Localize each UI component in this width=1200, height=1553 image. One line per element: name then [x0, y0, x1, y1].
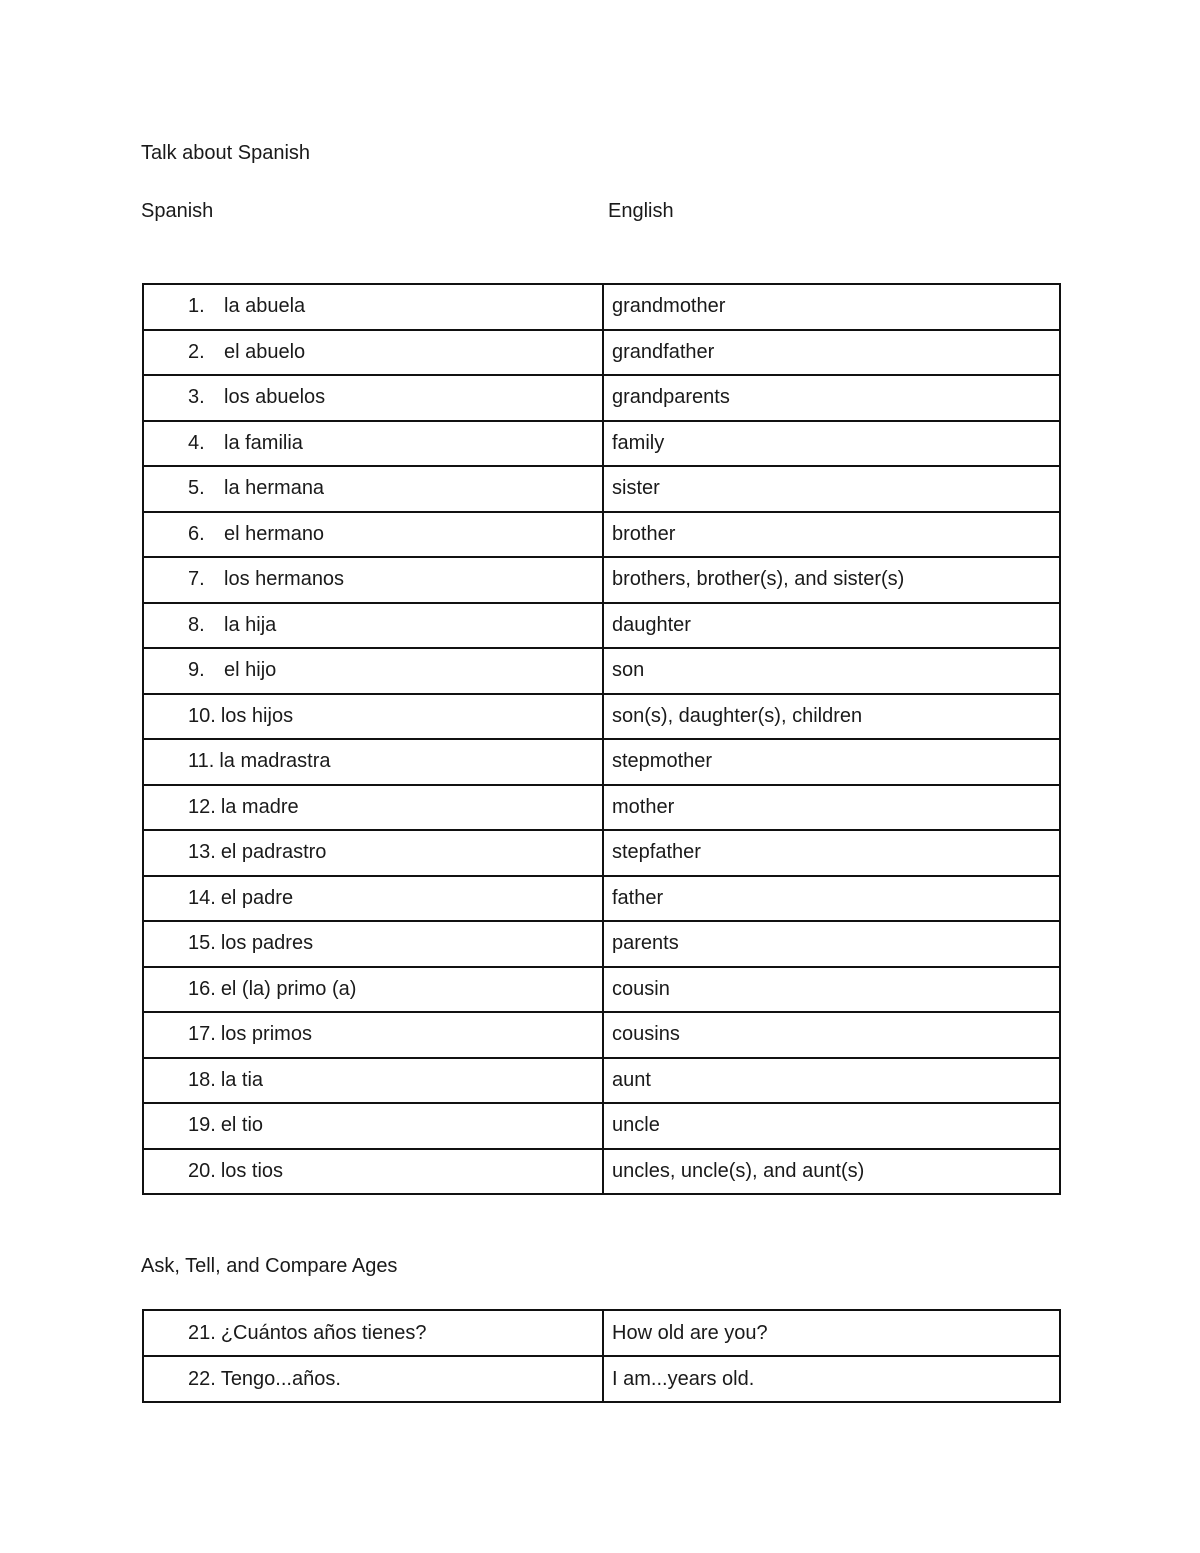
spanish-term: el tio: [220, 1114, 264, 1137]
item-number: 14.: [188, 886, 216, 909]
spanish-cell: [143, 421, 603, 467]
table-row: [143, 421, 1060, 467]
table-row: [143, 694, 1060, 740]
spanish-cell: [143, 557, 603, 603]
spanish-cell: [143, 512, 603, 558]
english-cell: [603, 739, 1060, 785]
english-cell: [603, 876, 1060, 922]
item-number: 8.: [188, 613, 205, 636]
spanish-cell: [143, 785, 603, 831]
spanish-cell: [143, 603, 603, 649]
english-term: grandfather: [612, 340, 715, 363]
table-row: [143, 375, 1060, 421]
spanish-cell: [143, 1103, 603, 1149]
english-cell: [603, 284, 1060, 330]
item-number: 11.: [188, 750, 215, 773]
english-cell: [603, 1012, 1060, 1058]
english-cell: [603, 603, 1060, 649]
item-number: 17.: [188, 1023, 216, 1046]
item-number: 6.: [188, 522, 205, 545]
spanish-cell: [143, 967, 603, 1013]
english-cell: [603, 967, 1060, 1013]
spanish-cell: [143, 284, 603, 330]
spanish-term: los abuelos: [224, 386, 326, 409]
ages-table: [142, 1309, 1061, 1403]
item-number: 15.: [188, 932, 216, 955]
table-row: [143, 284, 1060, 330]
table-row: [143, 785, 1060, 831]
spanish-term: el padre: [220, 886, 294, 909]
section-title-ages: Ask, Tell, and Compare Ages: [141, 1255, 398, 1277]
spanish-cell: [143, 466, 603, 512]
table-row: [143, 466, 1060, 512]
spanish-term: la madrastra: [219, 750, 331, 773]
spanish-cell: [143, 1149, 603, 1195]
table-row: [143, 603, 1060, 649]
english-term: mother: [612, 795, 675, 818]
spanish-term: el hijo: [224, 659, 277, 682]
english-cell: [603, 557, 1060, 603]
spanish-cell: [143, 739, 603, 785]
english-cell: [603, 1149, 1060, 1195]
english-cell: [603, 1058, 1060, 1104]
english-term: stepmother: [612, 750, 713, 773]
item-number: 12.: [188, 795, 216, 818]
table-row: [143, 739, 1060, 785]
english-term: brother: [612, 522, 676, 545]
table-row: [143, 648, 1060, 694]
item-number: 16.: [188, 977, 216, 1000]
spanish-term: el hermano: [224, 522, 325, 545]
spanish-term: la abuela: [224, 295, 306, 318]
english-term: daughter: [612, 613, 691, 636]
item-number: 13.: [188, 841, 216, 864]
spanish-term: la madre: [220, 795, 299, 818]
item-number: 3.: [188, 386, 205, 409]
spanish-cell: [143, 1356, 603, 1402]
spanish-term: la hija: [224, 613, 277, 636]
english-cell: [603, 421, 1060, 467]
table-row: [143, 921, 1060, 967]
spanish-cell: [143, 921, 603, 967]
english-cell: [603, 1310, 1060, 1356]
spanish-cell: [143, 1012, 603, 1058]
spanish-term: Tengo...años.: [220, 1367, 341, 1390]
english-term: parents: [612, 932, 679, 955]
english-term: brothers, brother(s), and sister(s): [612, 568, 905, 591]
spanish-term: los primos: [220, 1023, 312, 1046]
spanish-term: ¿Cuántos años tienes?: [220, 1321, 427, 1344]
spanish-term: los tios: [220, 1159, 284, 1182]
table-row: [143, 1356, 1060, 1402]
spanish-term: el padrastro: [220, 841, 327, 864]
table-row: [143, 1058, 1060, 1104]
table-row: [143, 330, 1060, 376]
english-cell: [603, 1103, 1060, 1149]
vocabulary-table: [142, 283, 1061, 1195]
english-cell: [603, 648, 1060, 694]
english-term: family: [612, 431, 665, 454]
column-heading-english: English: [608, 200, 674, 222]
item-number: 5.: [188, 477, 205, 500]
english-term: cousin: [612, 977, 670, 1000]
spanish-cell: [143, 648, 603, 694]
item-number: 20.: [188, 1159, 216, 1182]
english-cell: [603, 466, 1060, 512]
item-number: 10.: [188, 704, 216, 727]
item-number: 1.: [188, 295, 205, 318]
english-cell: [603, 375, 1060, 421]
english-term: son(s), daughter(s), children: [612, 704, 863, 727]
spanish-term: los padres: [220, 932, 314, 955]
spanish-term: la hermana: [224, 477, 325, 500]
item-number: 22.: [188, 1367, 216, 1390]
spanish-cell: [143, 1310, 603, 1356]
column-heading-spanish: Spanish: [141, 200, 214, 222]
table-row: [143, 1310, 1060, 1356]
table-row: [143, 1012, 1060, 1058]
spanish-cell: [143, 830, 603, 876]
english-cell: [603, 512, 1060, 558]
item-number: 18.: [188, 1068, 216, 1091]
english-term: aunt: [612, 1068, 651, 1091]
english-term: sister: [612, 477, 660, 500]
spanish-cell: [143, 330, 603, 376]
spanish-term: el abuelo: [224, 340, 306, 363]
spanish-cell: [143, 876, 603, 922]
english-term: How old are you?: [612, 1321, 768, 1344]
english-term: son: [612, 659, 645, 682]
english-term: father: [612, 886, 664, 909]
table-row: [143, 557, 1060, 603]
english-term: stepfather: [612, 841, 701, 864]
item-number: 4.: [188, 431, 205, 454]
english-cell: [603, 330, 1060, 376]
item-number: 21.: [188, 1321, 216, 1344]
item-number: 19.: [188, 1114, 216, 1137]
english-cell: [603, 1356, 1060, 1402]
english-term: uncles, uncle(s), and aunt(s): [612, 1159, 865, 1182]
table-row: [143, 512, 1060, 558]
item-number: 7.: [188, 568, 205, 591]
english-term: grandparents: [612, 386, 730, 409]
spanish-cell: [143, 1058, 603, 1104]
english-cell: [603, 921, 1060, 967]
english-cell: [603, 694, 1060, 740]
item-number: 2.: [188, 340, 205, 363]
spanish-term: la familia: [224, 431, 303, 454]
spanish-term: los hijos: [220, 704, 294, 727]
spanish-cell: [143, 375, 603, 421]
table-row: [143, 1103, 1060, 1149]
table-row: [143, 876, 1060, 922]
english-term: grandmother: [612, 295, 726, 318]
spanish-term: la tia: [220, 1068, 264, 1091]
english-term: cousins: [612, 1023, 680, 1046]
english-term: uncle: [612, 1114, 660, 1137]
english-cell: [603, 785, 1060, 831]
table-row: [143, 967, 1060, 1013]
table-row: [143, 1149, 1060, 1195]
spanish-term: el (la) primo (a): [220, 977, 357, 1000]
table-row: [143, 830, 1060, 876]
english-term: I am...years old.: [612, 1367, 755, 1390]
spanish-term: los hermanos: [224, 568, 345, 591]
english-cell: [603, 830, 1060, 876]
item-number: 9.: [188, 659, 205, 682]
document-title: Talk about Spanish: [141, 142, 311, 164]
spanish-cell: [143, 694, 603, 740]
